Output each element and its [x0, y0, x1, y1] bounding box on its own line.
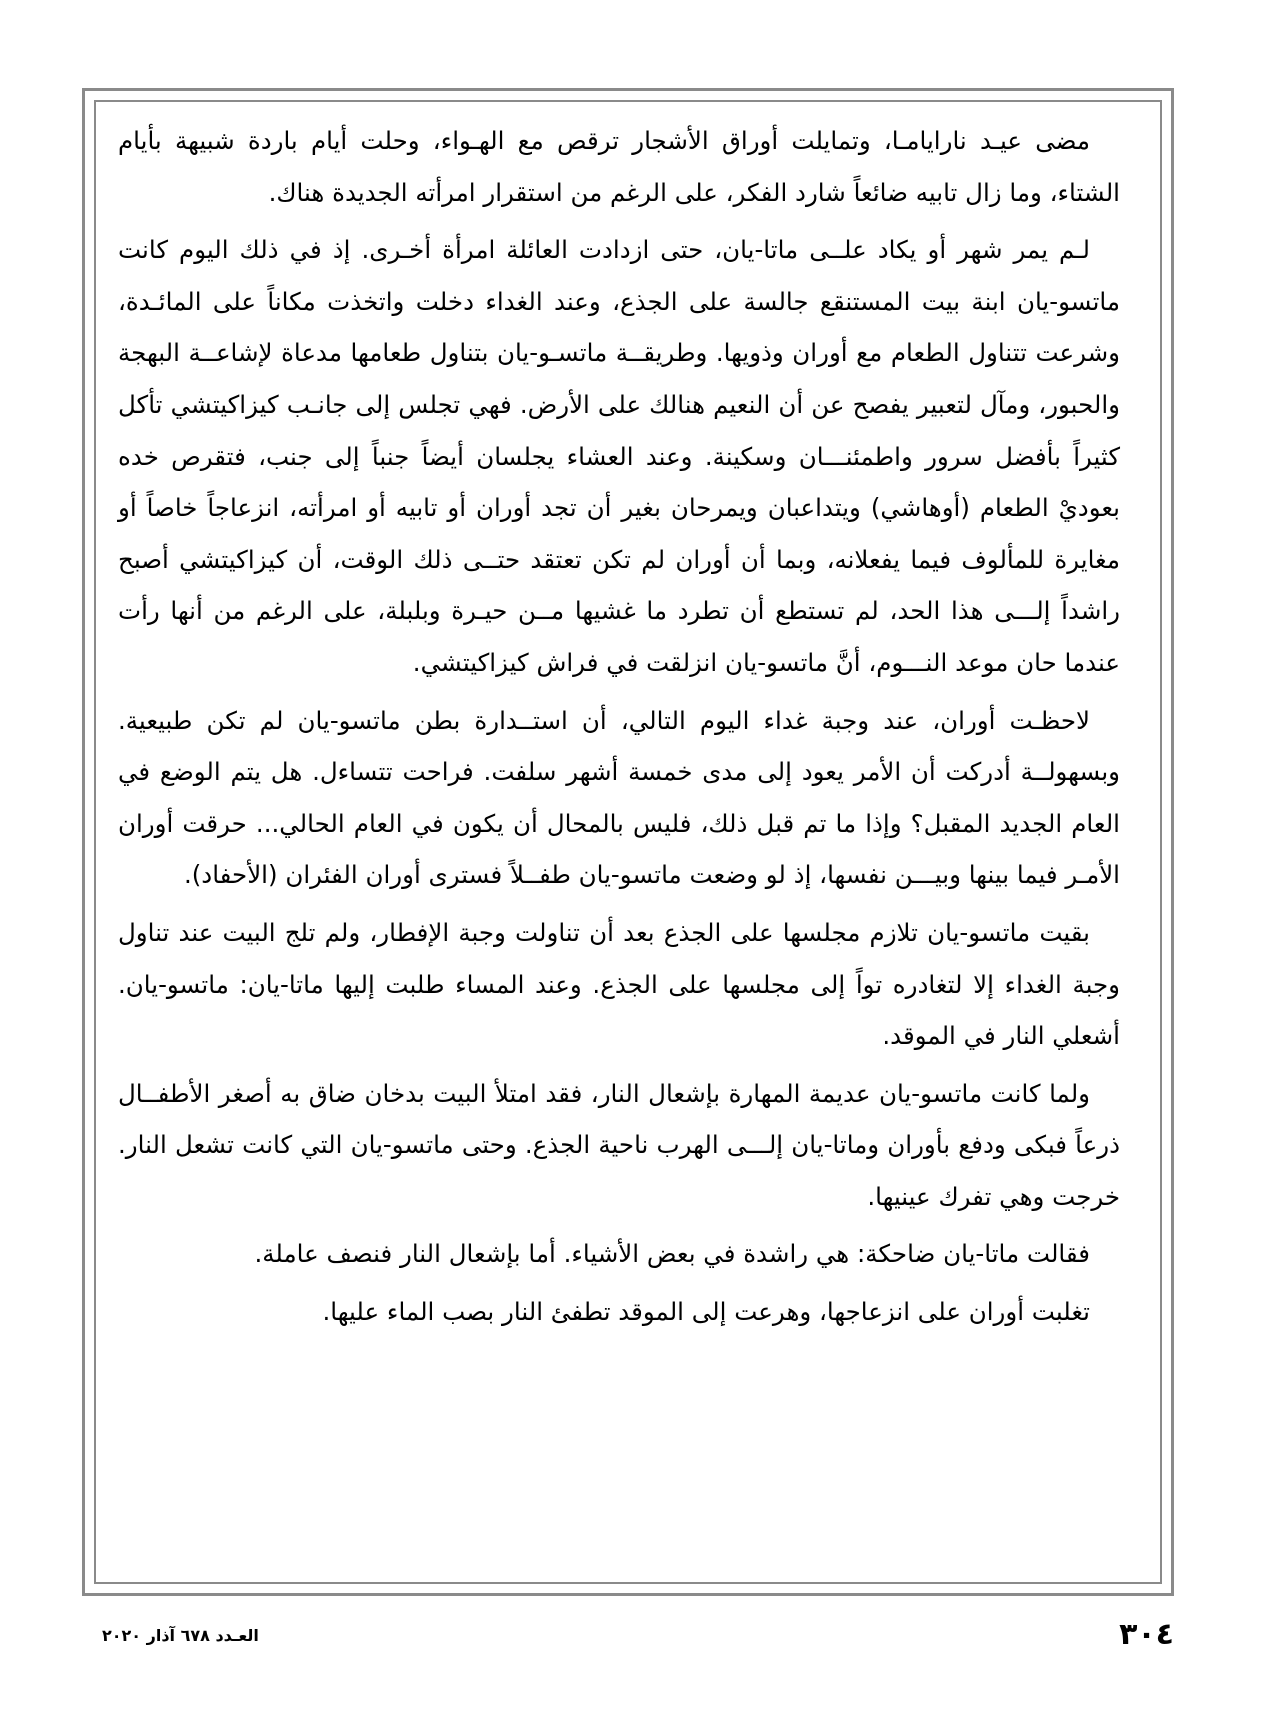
page-number: ٣٠٤ — [1119, 1617, 1174, 1652]
issue-info: العـدد ٦٧٨ آذار ٢٠٢٠ — [102, 1626, 259, 1645]
page-footer — [82, 1617, 1174, 1652]
paragraph: ولما كانت ماتسو-يان عديمة المهارة بإشعال النار، فقد امتلأ البيت بدخان ضاق به أصغر الأطفــال ذرعاً فبكى ودفع بأوران وماتا-يان إلـــى الهرب ناحية الجذع. وحتى ماتسو-يان التي كانت تشعل النار. خرجت وهي تفرك عينيها. — [118, 1078, 1120, 1211]
paragraph: لاحظـت أوران، عند وجبة غداء اليوم التالي، أن استــدارة بطن ماتسو-يان لم تكن طبيعية. وبسهولــة أدركت أن الأمر يعود إلى مدى خمسة أشهر سلفت. فراحت تتساءل. هل يتم الوضع في العام الجديد المقبل؟ وإذا ما تم قبل ذلك، فليس بالمحال أن يكون في العام الحالي... حرقت أوران الأمـر فيما بينها وبيـــن نفسها، إذ لو وضعت ماتسو-يان طفــلاً فسترى أوران الفئران (الأحفاد). — [118, 705, 1120, 890]
paragraph: لـم يمر شهر أو يكاد علــى ماتا-يان، حتى ازدادت العائلة امرأة أخـرى. إذ في ذلك اليوم كانت ماتسو-يان ابنة بيت المستنقع جالسة على الجذع، وعند الغداء دخلت واتخذت مكاناً على المائـدة، وشرعت تتناول الطعام مع أوران وذويها. وطريقــة ماتسـو-يان بتناول طعامها مدعاة لإشاعــة البهجة والحبور، ومآل لتعبير يفصح عن أن النعيم هنالك على الأرض. فهي تجلس إلى جانـب كيزاكيتشي تأكل كثيراً بأفضل سرور واطمئنـــان وسكينة. وعند العشاء يجلسان أيضاً جنباً إلى جنب، فتقرص خده بعوديْ الطعام (أوهاشي) ويتداعبان ويمرحان بغير أن تجد أوران أو تابيه أو امرأته، انزعاجاً خاصاً أو مغايرة للمألوف فيما يفعلانه، وبما أن أوران لم تكن تعتقد حتــى ذلك الوقت، أن كيزاكيتشي أصبح راشداً إلـــى هذا الحد، لم تستطع أن تطرد ما غشيها مــن حيـرة وبلبلة، على الرغم من أنها رأت عندما حان موعد النـــوم، أنَّ ماتسو-يان انزلقت في فراش كيزاكيتشي. — [118, 235, 1120, 677]
paragraph: تغلبت أوران على انزعاجها، وهرعت إلى الموقد تطفئ النار بصب الماء عليها. — [322, 1297, 1090, 1327]
paragraph: فقالت ماتا-يان ضاحكة: هي راشدة في بعض الأشياء. أما بإشعال النار فنصف عاملة. — [254, 1239, 1090, 1269]
paragraph: مضى عيـد نارايامـا، وتمايلت أوراق الأشجار ترقص مع الهـواء، وحلت أيام باردة شبيهة بأيام الشتاء، وما زال تابيه ضائعاً شارد الفكر، على الرغم من استقرار امرأته الجديدة هناك. — [118, 126, 1120, 207]
paragraph: بقيت ماتسو-يان تلازم مجلسها على الجذع بعد أن تناولت وجبة الإفطار، ولم تلج البيت عند تناول وجبة الغداء إلا لتغادره تواً إلى مجلسها على الجذع. وعند المساء طلبت إليها ماتا-يان: ماتسو-يان. أشعلي النار في الموقد. — [118, 917, 1120, 1051]
story-text — [118, 115, 1120, 1344]
